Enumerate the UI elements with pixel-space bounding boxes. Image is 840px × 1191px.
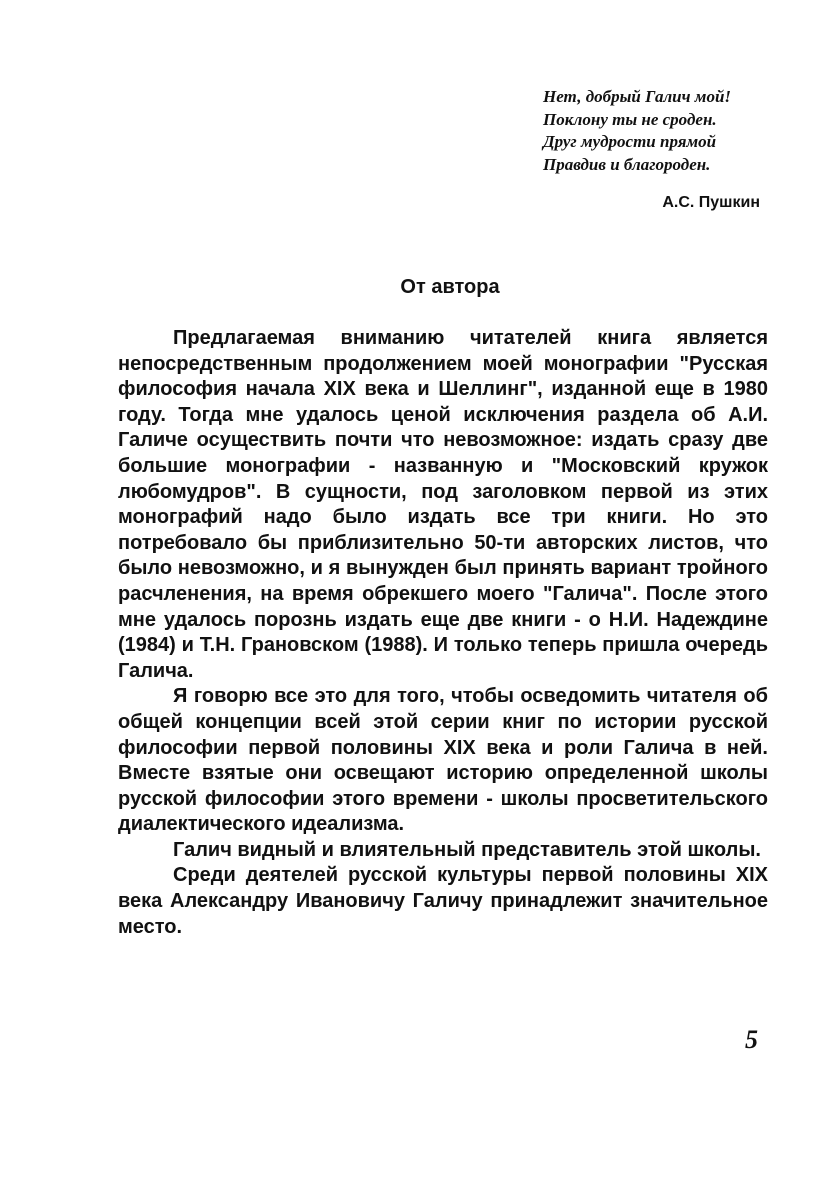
page-number: 5 — [745, 1025, 758, 1054]
epigraph-line-3: Друг мудрости прямой — [543, 132, 717, 151]
paragraph-2: Я говорю все это для того, чтобы осведомить читателя об общей концепции всей этой серии книг по истории русской философии первой половины XIX века и роли Галича в ней. Вместе взятые они освещают историю определенной школы русской философии этого времени - школы просветительского диалектического идеализма. — [118, 685, 768, 836]
epigraph-line-2: Поклону ты не сроден. — [543, 109, 717, 129]
body-text — [118, 326, 768, 940]
epigraph — [543, 86, 793, 176]
epigraph-author: А.С. Пушкин — [662, 194, 760, 211]
section-title: От автора — [400, 276, 500, 298]
paragraph-3: Галич видный и влиятельный представитель этой школы. — [173, 838, 761, 861]
paragraph-1: Предлагаемая вниманию читателей книга является непосредственным продолжением моей монографии "Русская философия начала XIX века и Шеллинг", изданной еще в 1980 году. Тогда мне удалось ценой исключения раздела об А.И. Галиче осуществить почти что невозможное: издать сразу две большие монографии - названную и "Московский кружок любомудров". В сущности, под заголовком первой из этих монографий надо было издать все три книги. Но это потребовало бы приблизительно 50-ти авторских листов, что было невозможно, и я вынужден был принять вариант тройного расчленения, на время обрекшего моего "Галича". После этого мне удалось порознь издать еще две книги - о Н.И. Надеждине (1984) и Т.Н. Грановском (1988). И только теперь пришла очередь Галича. — [118, 327, 768, 682]
epigraph-line-1: Нет, добрый Галич мой! — [543, 87, 732, 106]
paragraph-4: Среди деятелей русской культуры первой половины XIX века Александру Ивановичу Галичу принадлежит значительное место. — [118, 864, 768, 938]
epigraph-line-4: Правдив и благороден. — [543, 154, 711, 174]
